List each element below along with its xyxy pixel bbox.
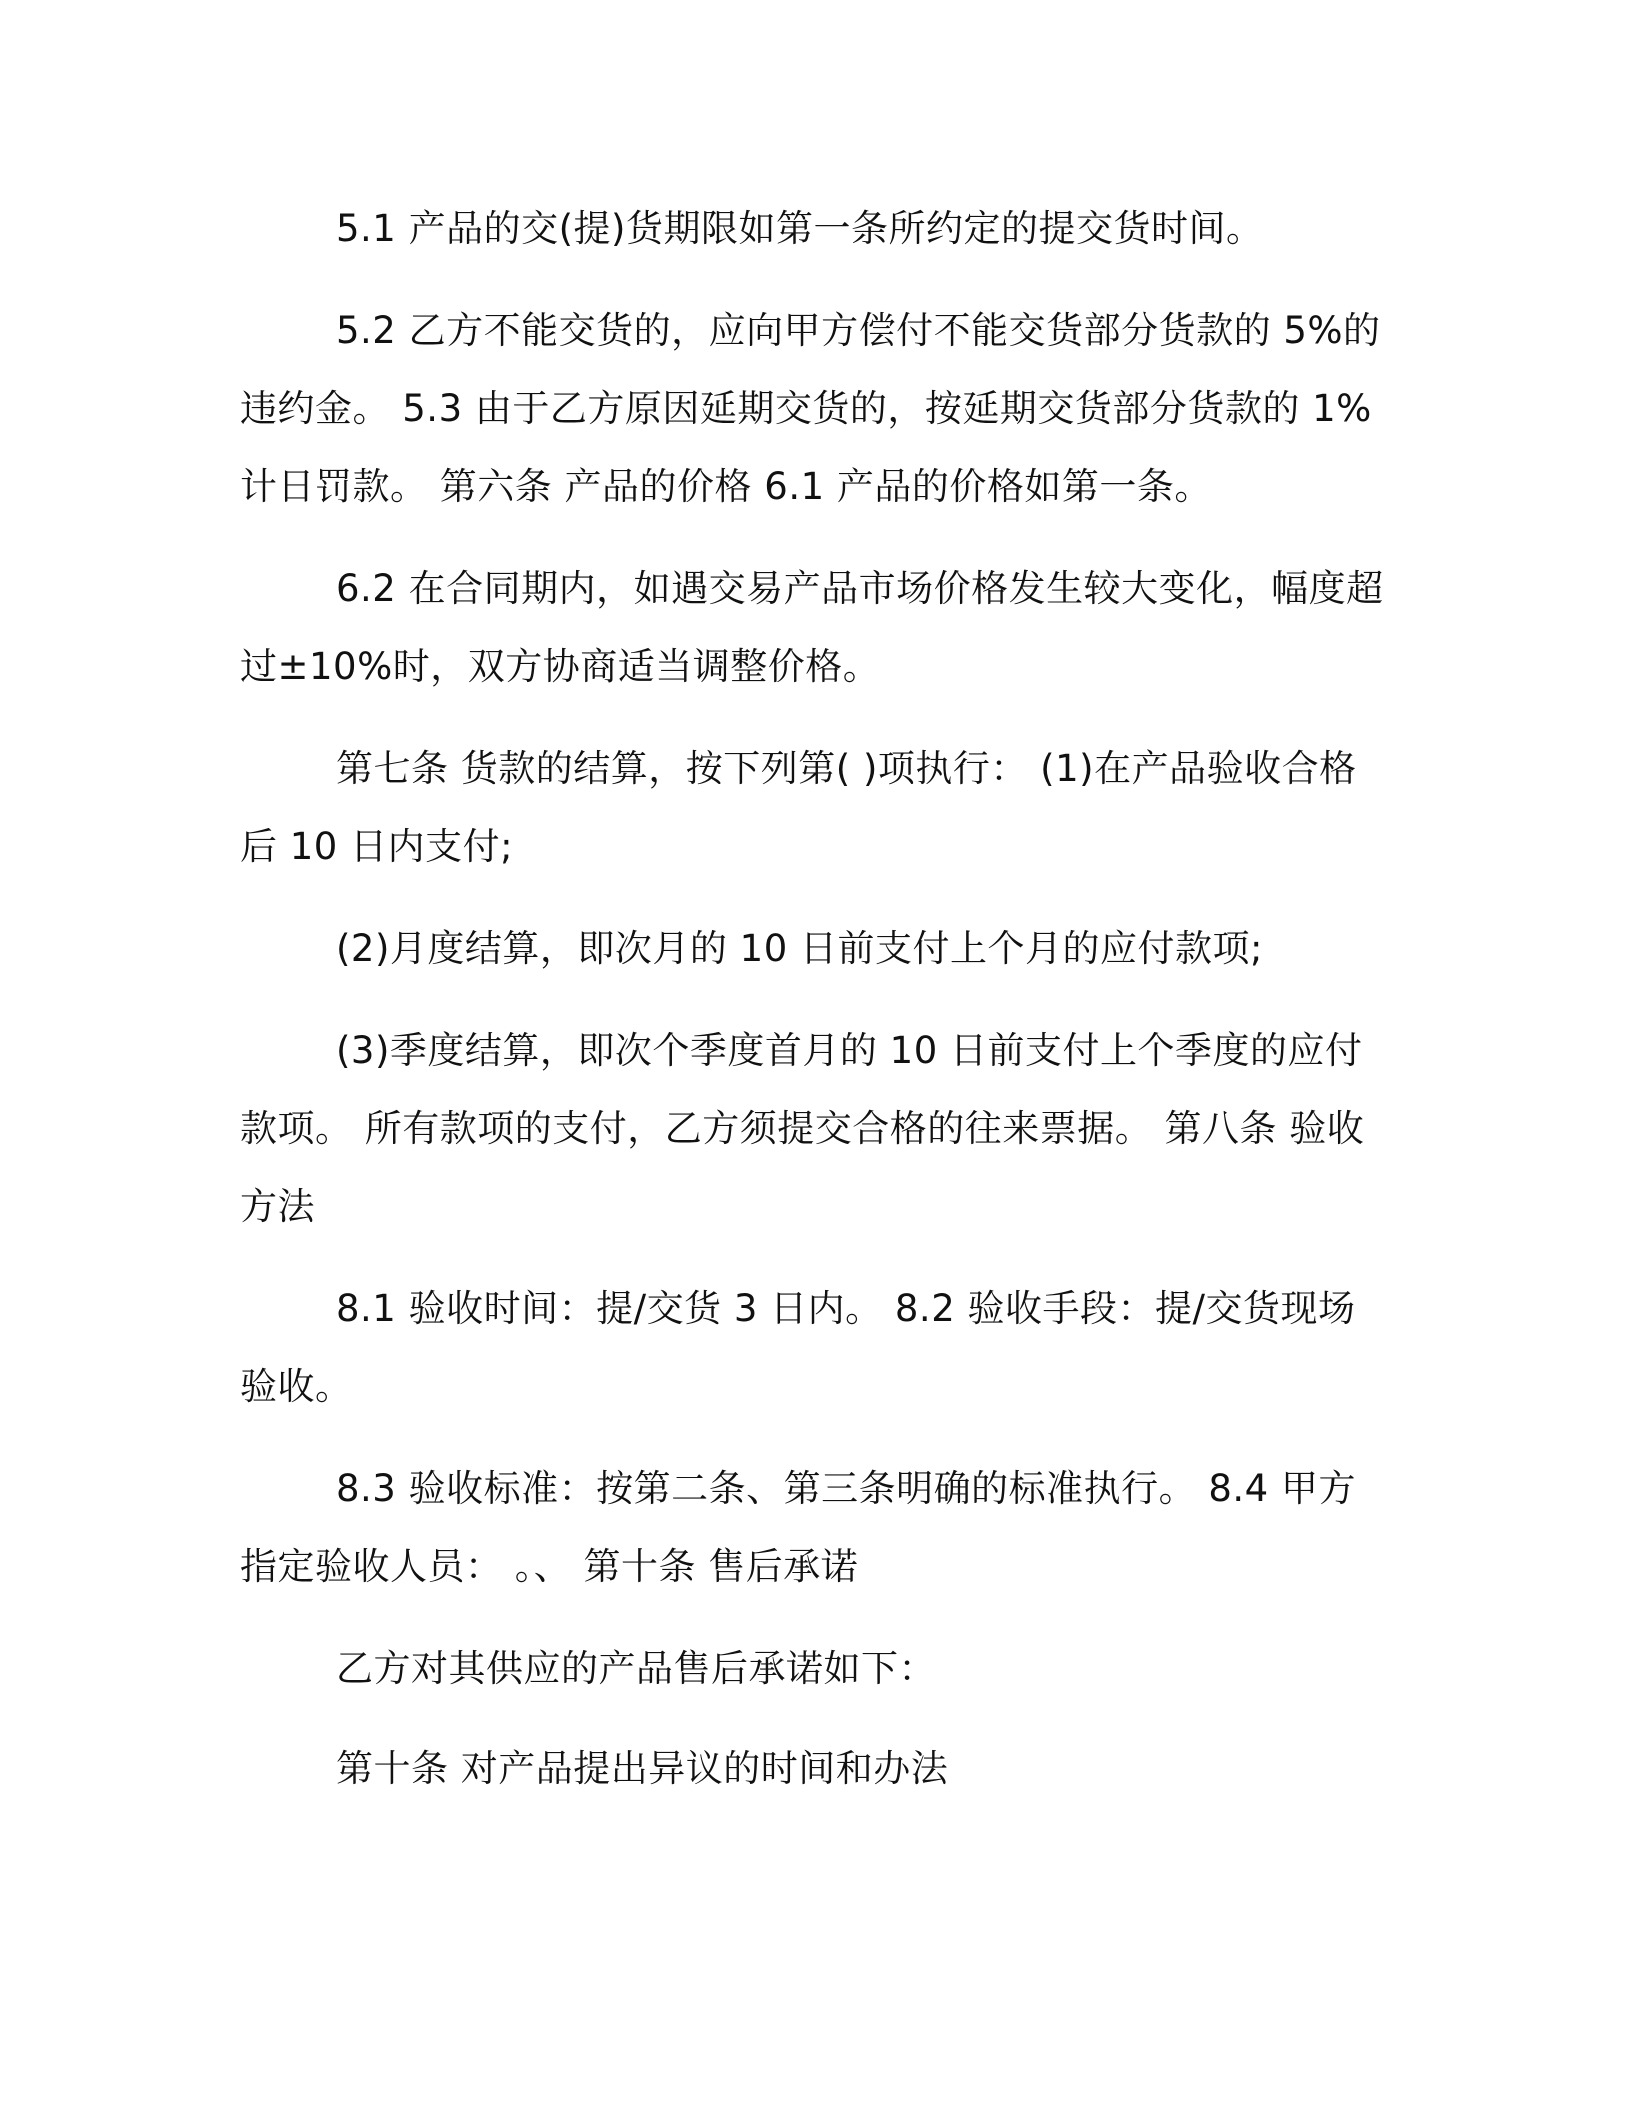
paragraph-6-2: 6.2 在合同期内，如遇交易产品市场价格发生较大变化，幅度超过±10%时，双方协商适当调整价格。 (240, 567, 1384, 688)
paragraph-quarterly-settlement: (3)季度结算，即次个季度首月的 10 日前支付上个季度的应付款项。 所有款项的支付，乙方须提交合格的往来票据。 第八条 验收方法 (240, 1029, 1365, 1228)
paragraph-article-7: 第七条 货款的结算，按下列第( )项执行： (1)在产品验收合格后 10 日内支付; (240, 747, 1357, 868)
paragraph-8-3: 8.3 验收标准：按第二条、第三条明确的标准执行。 8.4 甲方指定验收人员： 。、 第十条 售后承诺 (240, 1467, 1356, 1588)
paragraph-8-1: 8.1 验收时间：提/交货 3 日内。 8.2 验收手段：提/交货现场验收。 (240, 1287, 1356, 1408)
paragraph-monthly-settlement: (2)月度结算，即次月的 10 日前支付上个月的应付款项; (336, 927, 1263, 970)
paragraph-5-1: 5.1 产品的交(提)货期限如第一条所约定的提交货时间。 (336, 207, 1264, 250)
document-body (240, 190, 1390, 1830)
paragraph-article-10: 第十条 对产品提出异议的时间和办法 (336, 1747, 949, 1790)
paragraph-5-2: 5.2 乙方不能交货的，应向甲方偿付不能交货部分货款的 5%的违约金。 5.3 由于乙方原因延期交货的，按延期交货部分货款的 1%计日罚款。 第六条 产品的价格 6.1 产品的价格如第一条。 (240, 309, 1381, 508)
paragraph-after-sales: 乙方对其供应的产品售后承诺如下： (336, 1647, 936, 1690)
